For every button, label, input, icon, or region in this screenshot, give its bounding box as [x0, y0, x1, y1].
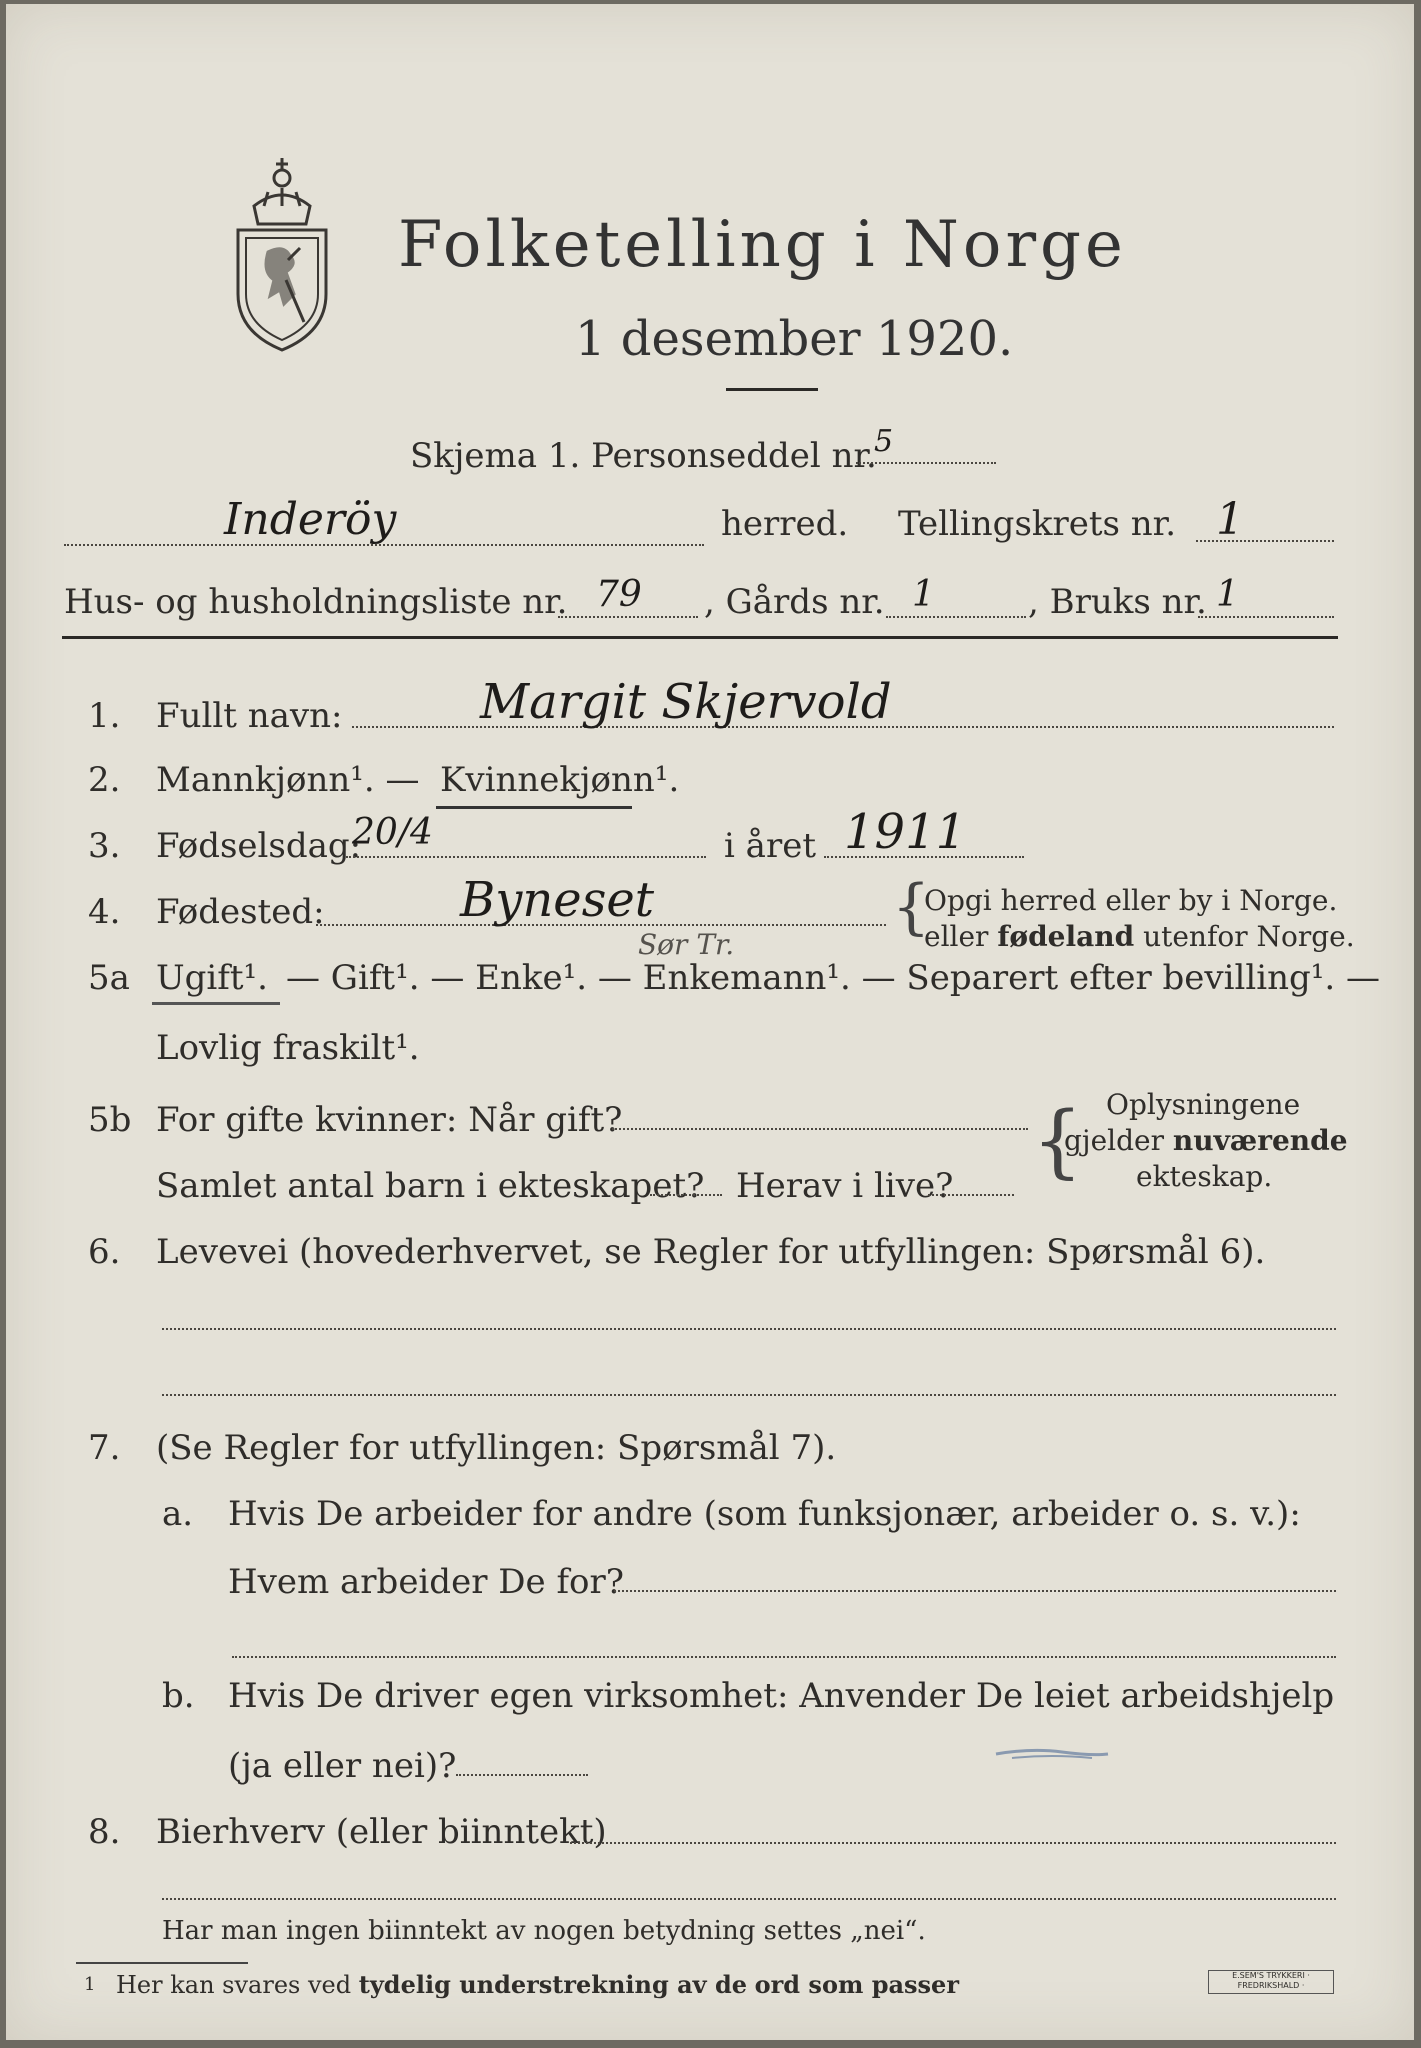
census-form-sheet — [6, 4, 1414, 2040]
side-income-field-line-2[interactable] — [162, 1898, 1336, 1900]
coat-of-arms-icon — [224, 144, 340, 356]
hired-help-pencil-mark-icon — [992, 1740, 1112, 1764]
employer-field-line-2[interactable] — [232, 1656, 1336, 1658]
q7b-hired-help-label: (ja eller nei)? — [228, 1746, 457, 1786]
birthday-value[interactable]: 20/4 — [352, 812, 433, 853]
husliste-field-line — [558, 616, 698, 618]
gards-value[interactable]: 1 — [912, 574, 935, 615]
herred-label: herred. — [721, 504, 849, 544]
schema-field-line — [856, 462, 996, 464]
tellingskrets-value[interactable]: 1 — [1216, 494, 1244, 545]
header-separator — [62, 636, 1338, 639]
q4-note-line2: eller fødeland utenfor Norge. — [924, 920, 1355, 953]
q7b-label: Hvis De driver egen virksomhet: Anvender De leiet arbeidshjelp — [228, 1676, 1335, 1716]
gender-male-option[interactable]: Mannkjønn¹. — — [156, 760, 420, 800]
q3-number: 3. — [88, 826, 121, 866]
gender-female-underline — [436, 806, 632, 809]
schema-number-value[interactable]: 5 — [874, 424, 894, 459]
footnote-text: Her kan svares ved tydelig understrekning av de ord som passer — [116, 1970, 959, 1999]
children-count-field-line — [650, 1194, 722, 1196]
children-alive-label: Herav i live? — [736, 1166, 954, 1206]
q1-number: 1. — [88, 696, 121, 736]
birthday-field-line — [346, 856, 706, 858]
form-title: Folketelling i Norge — [398, 208, 1127, 282]
q5b-number: 5b — [88, 1100, 132, 1140]
q6-label: Levevei (hovederhvervet, se Regler for utfyllingen: Spørsmål 6). — [156, 1232, 1266, 1272]
marital-options[interactable]: — Gift¹. — Enke¹. — Enkemann¹. — Separert efter bevilling¹. — — [286, 958, 1381, 998]
title-divider — [726, 388, 818, 391]
birthplace-value[interactable]: Byneset — [460, 872, 655, 928]
footnote-number: 1 — [84, 1974, 96, 1995]
census-date: 1 desember 1920. — [575, 311, 1014, 367]
married-when-label: For gifte kvinner: Når gift? — [156, 1100, 623, 1140]
side-income-field-line[interactable] — [570, 1842, 1336, 1844]
married-when-field-line — [612, 1128, 1028, 1130]
q8-number: 8. — [88, 1812, 121, 1852]
q7-label: (Se Regler for utfyllingen: Spørsmål 7). — [156, 1428, 837, 1468]
birth-year-label: i året — [724, 826, 816, 866]
q6-number: 6. — [88, 1232, 121, 1272]
gards-label: , Gårds nr. — [704, 582, 885, 622]
employer-field-line[interactable] — [614, 1590, 1336, 1592]
marital-ugift-underline — [152, 1002, 280, 1005]
q1-label: Fullt navn: — [156, 696, 343, 736]
printer-stamp: E.SEM'S TRYKKERI · FREDRIKSHALD · — [1208, 1970, 1334, 1994]
q7-number: 7. — [88, 1428, 121, 1468]
q4-label: Fødested: — [156, 892, 325, 932]
q8-label: Bierhverv (eller biinntekt) — [156, 1812, 607, 1852]
q5b-note-line2: gjelder nuværende — [1064, 1124, 1348, 1157]
bruks-label: , Bruks nr. — [1028, 582, 1207, 622]
footnote-rule — [76, 1962, 248, 1964]
gards-field-line — [886, 616, 1026, 618]
bruks-value[interactable]: 1 — [1216, 574, 1239, 615]
birthplace-annotation: Sør Tr. — [638, 928, 735, 961]
q5b-note-line3: ekteskap. — [1136, 1160, 1273, 1193]
q4-note-line1: Opgi herred eller by i Norge. — [924, 884, 1338, 917]
marital-ugift-option[interactable]: Ugift¹. — [156, 958, 268, 998]
full-name-value[interactable]: Margit Skjervold — [480, 674, 892, 730]
municipality-value[interactable]: Inderöy — [224, 494, 397, 545]
marital-divorced-option[interactable]: Lovlig fraskilt¹. — [156, 1028, 420, 1068]
birth-year-value[interactable]: 1911 — [844, 804, 967, 860]
occupation-field-line-2[interactable] — [162, 1394, 1336, 1396]
husliste-value[interactable]: 79 — [596, 574, 642, 615]
q7b-number: b. — [162, 1676, 195, 1716]
schema-label: Skjema 1. Personseddel nr. — [410, 436, 877, 476]
footer-note: Har man ingen biinntekt av nogen betydning settes „nei“. — [162, 1916, 926, 1946]
bruks-field-line — [1198, 616, 1334, 618]
q4-note-brace: { — [892, 872, 931, 942]
q2-number: 2. — [88, 760, 121, 800]
q7a-label: Hvis De arbeider for andre (som funksjonær, arbeider o. s. v.): — [228, 1494, 1301, 1534]
hired-help-field-line[interactable] — [456, 1774, 588, 1776]
q3-label: Fødselsdag: — [156, 826, 362, 866]
q7a-number: a. — [162, 1494, 194, 1534]
q7a-employer-label: Hvem arbeider De for? — [228, 1562, 624, 1602]
q4-number: 4. — [88, 892, 121, 932]
husliste-label: Hus- og husholdningsliste nr. — [64, 582, 568, 622]
gender-female-option[interactable]: Kvinnekjønn¹. — [440, 760, 680, 800]
children-alive-field-line — [928, 1194, 1014, 1196]
children-count-label: Samlet antal barn i ekteskapet? — [156, 1166, 705, 1206]
q5a-number: 5a — [88, 958, 130, 998]
q5b-note-brace: { — [1032, 1094, 1083, 1187]
tellingskrets-label: Tellingskrets nr. — [898, 504, 1177, 544]
occupation-field-line-1[interactable] — [162, 1328, 1336, 1330]
q5b-note-line1: Oplysningene — [1106, 1088, 1301, 1121]
